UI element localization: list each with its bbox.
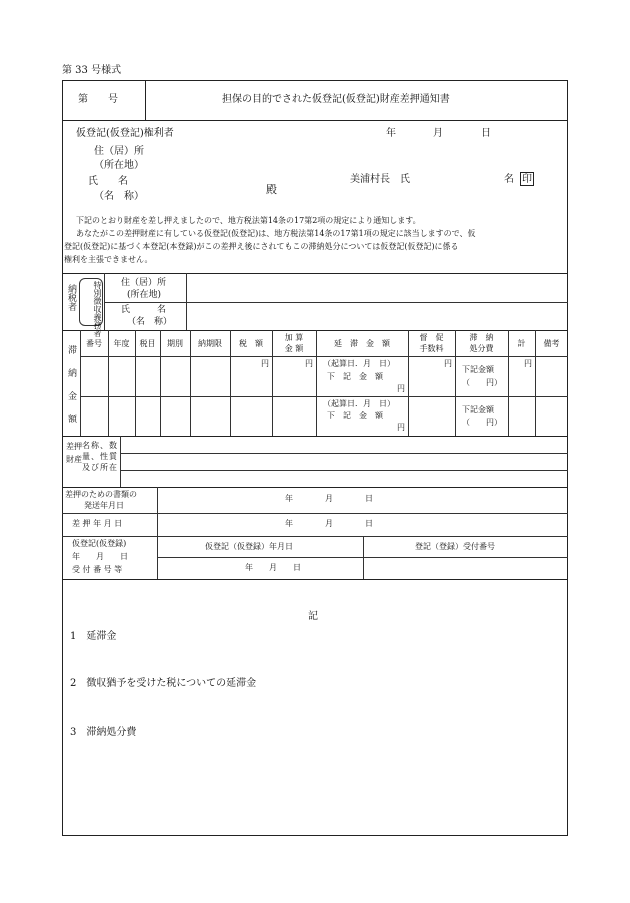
col-total: 計: [517, 339, 526, 348]
issue-month: 月: [433, 128, 443, 139]
divider: [120, 436, 121, 487]
fee-note: 下記金額: [462, 405, 494, 414]
property-sub-label: 名称、数量、性質及び所在: [82, 441, 118, 472]
yen-unit: 円: [444, 359, 452, 368]
issuer-name-label: 名: [504, 174, 514, 185]
addressee-role: 仮登記(仮登記)権利者: [76, 128, 174, 139]
late-fee-amount-label: 下 記 金 額: [327, 372, 383, 381]
divider: [186, 273, 187, 330]
notice-line-1: 下記のとおり財産を差し押えましたので、地方税法第14条の17第2項の規定により通知します。: [76, 216, 421, 225]
detail-item-2: 2 徴収猶予を受けた税についての延滞金: [70, 678, 257, 689]
dispatch-label: 差押のための書類の: [65, 490, 137, 499]
addressee-address-sub: （所在地）: [94, 160, 144, 171]
yen-unit: 円: [524, 359, 532, 368]
details-heading: 記: [308, 611, 318, 622]
seizure-date: 年 月 日: [285, 519, 373, 528]
issue-year: 年: [386, 128, 396, 139]
yen-unit: 円: [261, 359, 269, 368]
dispatch-label-2: 発送年月日: [84, 501, 124, 510]
col-added-amount: 加 算 金 額: [284, 333, 304, 353]
registration-label-1: 仮登記(仮登録): [72, 539, 127, 548]
addressee-name-sub: （名 称）: [94, 191, 144, 202]
col-fiscal-year: 年度: [113, 339, 130, 348]
taxpayer-label: 納税者: [66, 284, 76, 311]
dispatch-date: 年 月 日: [285, 494, 373, 503]
divider: [104, 302, 568, 303]
col-period: 期別: [167, 339, 183, 348]
notice-line-2: あなたがこの差押財産に有している仮登記(仮登記)は、地方税法第14条の17第1項の規定に該当しますので、仮: [76, 229, 476, 238]
detail-item-1: 1 延滞金: [70, 631, 117, 642]
taxpayer-address-sub: (所在地): [127, 290, 162, 300]
fee-note: 下記金額: [462, 365, 494, 374]
registration-label-3: 受 付 番 号 等: [72, 565, 123, 574]
col-late-fee: 延 滞 金 額: [334, 339, 390, 348]
divider: [80, 396, 568, 397]
registration-date: 年 月 日: [245, 563, 301, 572]
taxpayer-address-label: 住（居）所: [121, 278, 167, 288]
seal-stamp: 印: [522, 174, 532, 185]
divider: [62, 579, 568, 580]
taxpayer-name-sub: （名 称）: [127, 317, 173, 327]
issue-day: 日: [481, 128, 491, 139]
taxpayer-name-label: 氏 名: [121, 305, 167, 315]
honorific: 殿: [266, 183, 277, 196]
col-tax-item: 税目: [139, 339, 156, 348]
registration-date-header: 仮登記（仮登録）年月日: [205, 542, 293, 551]
yen-unit: 円: [397, 423, 405, 432]
number-label: 第 号: [78, 94, 118, 105]
divider: [120, 470, 568, 471]
divider: [363, 536, 364, 579]
divider: [62, 536, 568, 537]
divider: [120, 453, 568, 454]
registration-number-header: 登記（登録）受付番号: [415, 542, 495, 551]
col-remarks: 備考: [543, 339, 560, 348]
divider: [62, 273, 568, 274]
issuer-title: 美浦村長 氏: [350, 174, 410, 185]
fee-paren: （ 円）: [462, 418, 502, 427]
col-tax-amount: 税 額: [239, 339, 263, 348]
divider: [145, 80, 146, 120]
col-disposition-cost: 滞 納 処分費: [469, 333, 494, 353]
registration-label-2: 年 月 日: [72, 552, 128, 561]
addressee-address-label: 住（居）所: [94, 146, 144, 157]
divider: [62, 487, 568, 488]
notice-line-3: 登記(仮登記)に基づく本登記(本登録)がこの差押え後にされてもこの滞納処分については仮登記(仮登記)に係る: [64, 242, 459, 251]
late-fee-amount-label: 下 記 金 額: [327, 411, 383, 420]
late-fee-start-date: （起算日．月 日）: [323, 399, 395, 408]
document-title: 担保の目的でされた仮登記(仮登記)財産差押通知書: [222, 94, 450, 105]
addressee-name-label: 氏 名: [88, 176, 128, 187]
divider: [62, 120, 568, 121]
divider: [80, 356, 568, 357]
yen-unit: 円: [305, 359, 313, 368]
fee-paren: （ 円）: [462, 378, 502, 387]
divider: [157, 487, 158, 579]
seizure-date-label: 差 押 年 月 日: [72, 519, 123, 528]
divider: [62, 436, 568, 437]
late-fee-start-date: （起算日．月 日）: [323, 359, 395, 368]
special-collector-label: 特別徴収義務者: [93, 281, 102, 337]
notice-line-4: 権利を主張できません。: [64, 255, 153, 264]
divider: [62, 513, 568, 514]
delinquency-side-label: 滞納金額: [66, 345, 76, 437]
divider: [62, 330, 568, 331]
col-number: 番号: [86, 339, 102, 348]
col-due-date: 納期限: [198, 339, 222, 348]
property-label: 差押財産: [66, 442, 82, 464]
yen-unit: 円: [397, 384, 405, 393]
col-reminder-fee: 督 促 手数料: [419, 333, 444, 353]
form-number: 第 33 号様式: [62, 65, 122, 76]
detail-item-3: 3 滞納処分費: [70, 727, 137, 738]
